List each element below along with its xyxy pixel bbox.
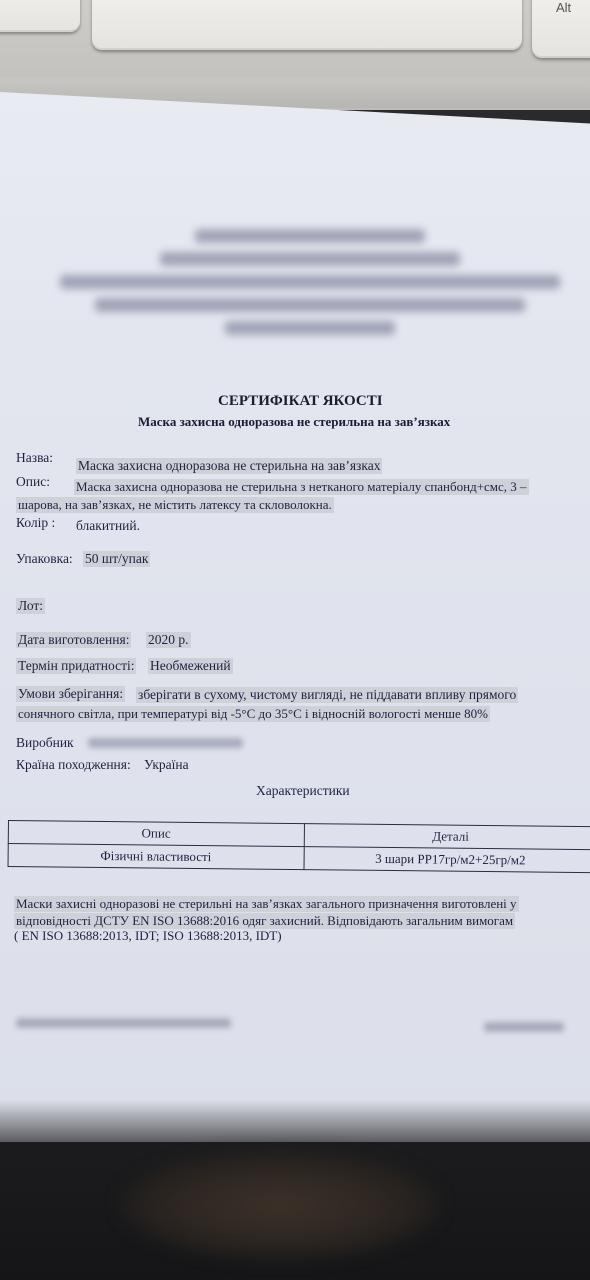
table-header-cell: Опис xyxy=(8,821,304,847)
table-cell: 3 шари PP17гр/м2+25гр/м2 xyxy=(304,847,590,873)
compliance-line-2: відповідності ДСТУ EN ISO 13688:2016 одяг захисний. Відповідають загальним вимогам xyxy=(16,913,514,928)
certificate-title: СЕРТИФІКАТ ЯКОСТІ xyxy=(218,393,383,409)
table-header-cell: Деталі xyxy=(304,824,590,850)
name-label: Назва: xyxy=(16,450,54,465)
keyboard-key xyxy=(0,0,80,32)
letterhead-line xyxy=(225,321,395,335)
blurred-manufacturer-name xyxy=(88,738,243,748)
certificate-subtitle: Маска захисна одноразова не стерильна на зав’язках xyxy=(138,414,451,429)
shelf-life-value: Необмежений xyxy=(150,658,231,673)
table-cell: Фізичні властивості xyxy=(8,844,304,870)
keyboard-spacebar xyxy=(92,0,522,50)
storage-line-1: зберігати в сухому, чистому вигляді, не піддавати впливу прямого xyxy=(138,687,517,702)
letterhead-line xyxy=(160,252,460,266)
lot-label: Лот: xyxy=(18,598,44,613)
manufacture-date-value: 2020 р. xyxy=(148,632,189,647)
blurred-letterhead xyxy=(30,220,590,350)
packaging-value: 50 шт/упак xyxy=(85,551,149,566)
packaging-label: Упаковка: xyxy=(16,551,73,566)
description-line-2: шарова, на зав’язках, не містить латексу та скловолокна. xyxy=(18,497,332,512)
description-line-1: Маска захисна одноразова не стерильна з нетканого матеріалу спанбонд+смс, 3 – xyxy=(76,479,527,494)
manufacturer-label: Виробник xyxy=(16,735,74,750)
storage-line-2: сонячного світла, при температурі від -5°С до 35°С і відносній вологості менше 80% xyxy=(18,706,488,721)
name-value: Маска захисна одноразова не стерильна на зав’язках xyxy=(78,458,381,473)
letterhead-line xyxy=(95,298,525,312)
alt-key-label: Alt xyxy=(556,0,572,15)
color-value: блакитний. xyxy=(76,518,140,533)
blurred-signature-right xyxy=(484,1022,564,1032)
letterhead-line xyxy=(195,229,425,243)
letterhead-line xyxy=(60,275,560,289)
country-value: Україна xyxy=(144,757,189,772)
manufacture-date-label: Дата виготовлення: xyxy=(18,632,130,647)
compliance-line-3: ( EN ISO 13688:2013, IDT; ISO 13688:2013, IDT) xyxy=(14,928,282,943)
characteristics-table xyxy=(8,820,590,873)
shelf-life-label: Термін придатності: xyxy=(18,658,135,673)
blurred-object xyxy=(120,1150,440,1260)
country-label: Країна походження: xyxy=(16,757,131,772)
description-label: Опис: xyxy=(16,474,50,489)
compliance-line-1: Маски захисні одноразові не стерильні на зав’язках загального призначення виготовлені у xyxy=(16,896,517,911)
blurred-signature-left xyxy=(16,1018,231,1028)
color-label: Колір : xyxy=(16,515,56,530)
storage-label: Умови зберігання: xyxy=(18,686,124,701)
characteristics-heading: Характеристики xyxy=(256,783,350,798)
